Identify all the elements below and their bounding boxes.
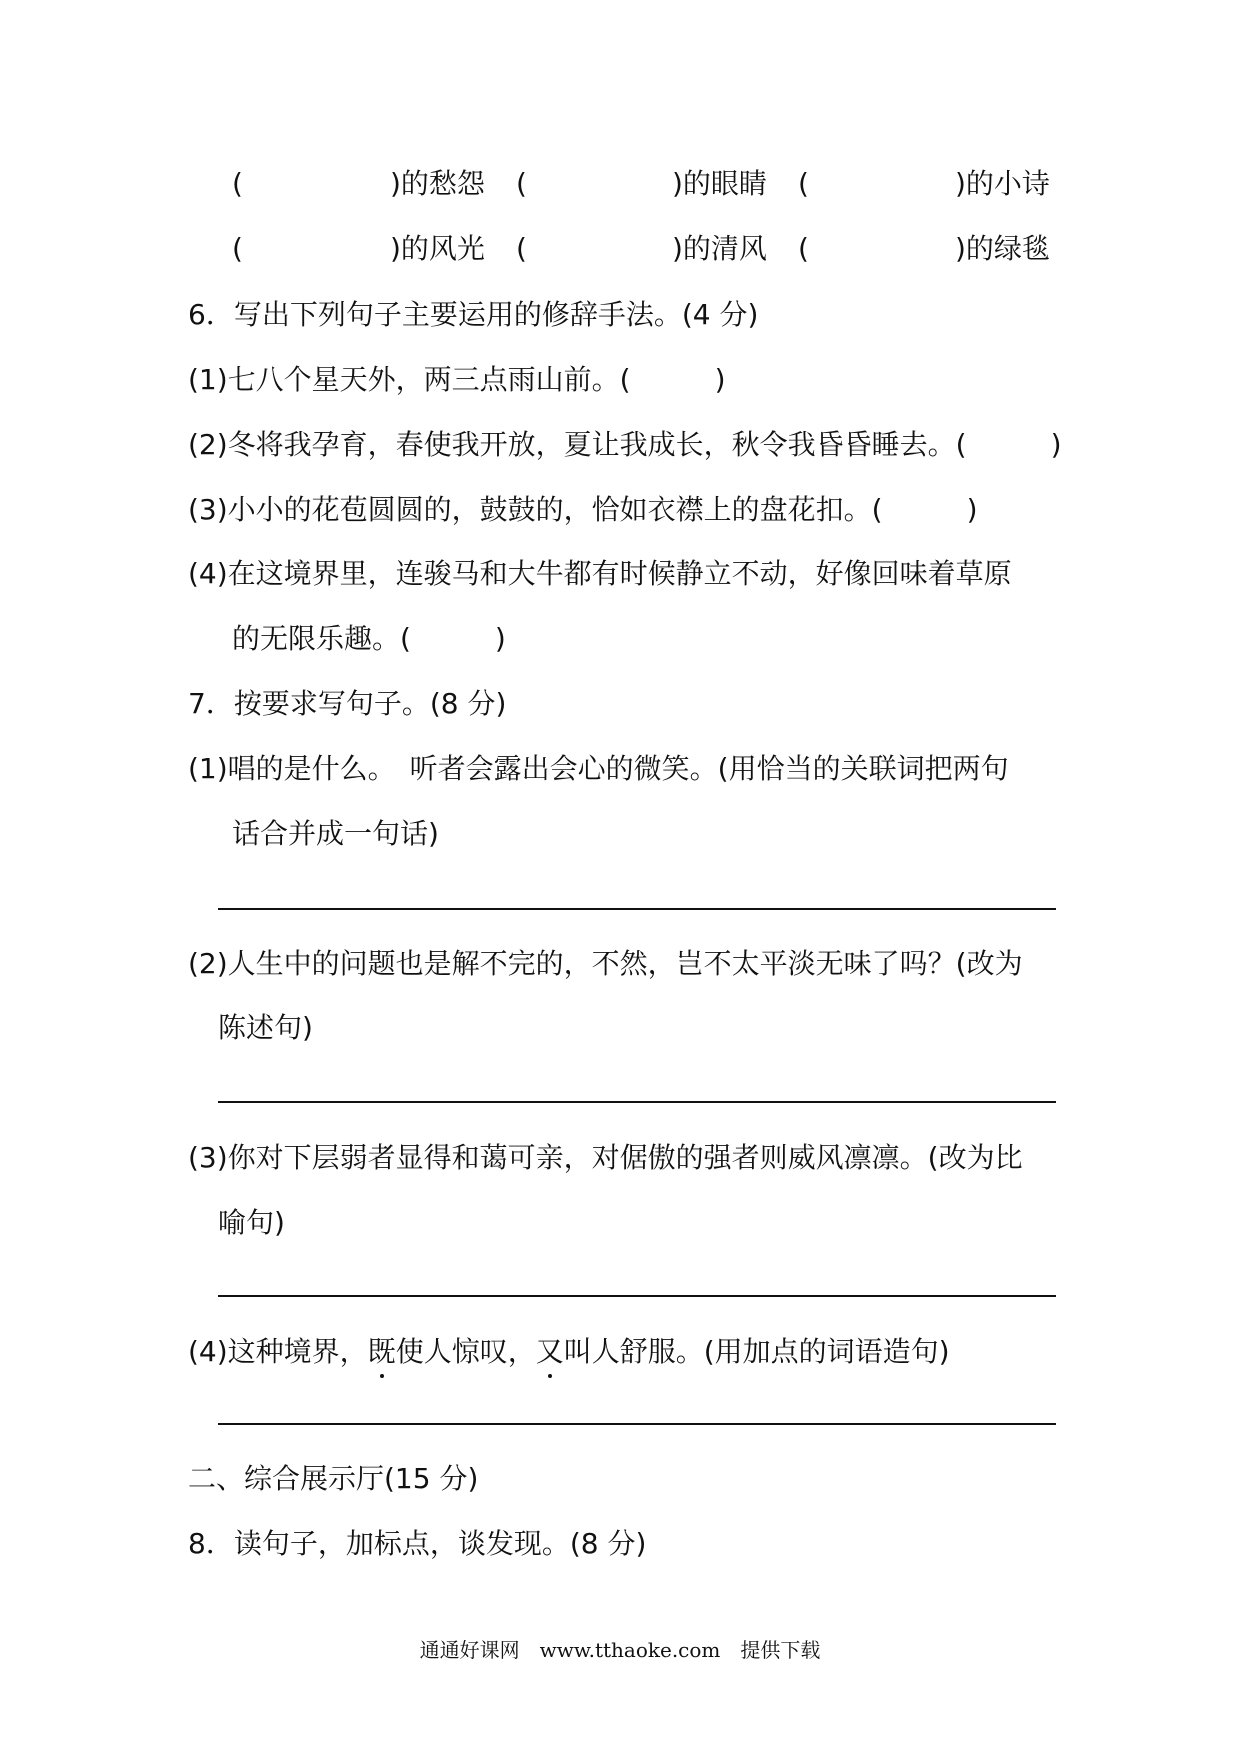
emphasis-dot-char-you: 又 <box>535 1335 564 1368</box>
section-2-heading: 二、综合展示厅(15 分) <box>188 1462 479 1495</box>
q7-item-4-part1: (4)这种境界， <box>188 1335 368 1368</box>
q7-item-3-cont: 喻句) <box>218 1206 285 1239</box>
blank-open: ( <box>232 167 243 200</box>
q6-title: 6．写出下列句子主要运用的修辞手法。(4 分) <box>188 298 759 331</box>
q7-item-4-part2: 使人惊叹， <box>395 1335 536 1368</box>
q6-item-4: (4)在这境界里，连骏马和大牛都有时候静立不动，好像回味着草原 <box>188 557 1012 590</box>
blank-open: ( <box>516 232 527 265</box>
q6-item-2: (2)冬将我孕育，春使我开放，夏让我成长，秋令我昏昏睡去。( ) <box>188 428 1062 461</box>
q8-title: 8．读句子，加标点，谈发现。(8 分) <box>188 1527 647 1560</box>
q7-item-4 <box>188 1334 950 1370</box>
answer-line-1[interactable] <box>218 908 1056 910</box>
answer-line-2[interactable] <box>218 1101 1056 1103</box>
blank-open: ( <box>798 167 809 200</box>
emphasis-dot-char-ji: 既 <box>367 1335 396 1368</box>
q7-item-2: (2)人生中的问题也是解不完的，不然，岂不太平淡无味了吗？(改为 <box>188 947 1023 980</box>
q7-item-4-part3: 叫人舒服。(用加点的词语造句) <box>563 1335 950 1368</box>
q6-item-3: (3)小小的花苞圆圆的，鼓鼓的，恰如衣襟上的盘花扣。( ) <box>188 493 978 526</box>
blank-word: )的清风 <box>672 232 767 265</box>
blank-word: )的绿毯 <box>955 232 1050 265</box>
blank-word: )的愁怨 <box>390 167 485 200</box>
q7-item-1: (1)唱的是什么。 听者会露出会心的微笑。(用恰当的关联词把两句 <box>188 752 1009 785</box>
blank-open: ( <box>516 167 527 200</box>
q7-item-3: (3)你对下层弱者显得和蔼可亲，对倨傲的强者则威风凛凛。(改为比 <box>188 1141 1023 1174</box>
footer-credit: 通通好课网 www.tthaoke.com 提供下载 <box>419 1638 821 1662</box>
blank-word: )的风光 <box>390 232 485 265</box>
blank-word: )的小诗 <box>955 167 1050 200</box>
q7-item-1-cont: 话合并成一句话) <box>232 817 439 850</box>
q6-item-1: (1)七八个星天外，两三点雨山前。( ) <box>188 363 726 396</box>
answer-line-4[interactable] <box>218 1423 1056 1425</box>
q7-item-2-cont: 陈述句) <box>218 1011 313 1044</box>
blank-word: )的眼睛 <box>672 167 767 200</box>
blank-open: ( <box>232 232 243 265</box>
q6-item-4-cont: 的无限乐趣。( ) <box>232 622 506 655</box>
q7-title: 7．按要求写句子。(8 分) <box>188 687 507 720</box>
blank-open: ( <box>798 232 809 265</box>
answer-line-3[interactable] <box>218 1295 1056 1297</box>
